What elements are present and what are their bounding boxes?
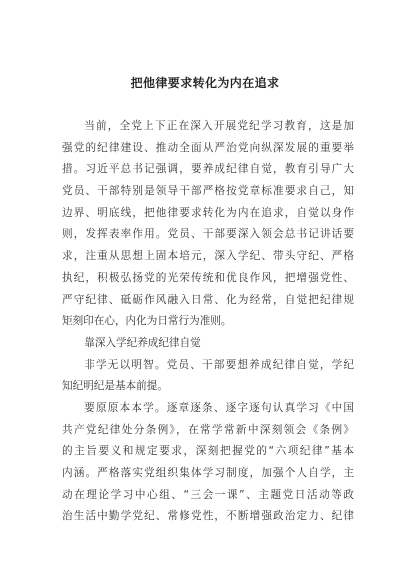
body-line: 治生活中勤学党纪、常修党性，不断增强政治定力、纪律: [62, 510, 354, 523]
body-line: 动在理论学习中心组、“三会一课”、主题党日活动等政: [62, 488, 354, 501]
body-line: 当前，全党上下正在深入开展党纪学习教育，这是加: [84, 120, 354, 132]
body-line: 知纪明纪是基本前提。: [62, 380, 168, 393]
body-line: 的主旨要义和规定要求，深刻把握党的“六项纪律”基本: [62, 445, 354, 458]
body-line: 边界、明底线，把他律要求转化为内在追求，自觉以身作: [62, 206, 354, 219]
body-line: 严守纪律、砥砺作风融入日常、化为经常，自觉把纪律规: [62, 293, 354, 306]
body-line: 矩刻印在心，内化为日常行为准则。: [62, 315, 232, 328]
document-body: [62, 116, 354, 528]
body-line: 共产党纪律处分条例》，在常学常新中深刻领会《条例》: [62, 423, 354, 436]
body-line: 党员、干部特别是领导干部严格按党章标准要求自己，知: [62, 185, 354, 198]
body-line: 求，注重从思想上固本培元，深入学纪、带头守纪、严格: [62, 250, 354, 263]
section-heading: 靠深入学纪养成纪律自觉: [84, 336, 201, 349]
body-line: 非学无以明智。党员、干部要想养成纪律自觉，学纪: [84, 358, 354, 371]
body-line: 则，发挥表率作用。党员、干部要深入领会总书记讲话要: [62, 228, 354, 241]
body-line: 措。习近平总书记强调，要养成纪律自觉，教育引导广大: [62, 163, 354, 176]
body-line: 强党的纪律建设、推动全面从严治党向纵深发展的重要举: [62, 141, 354, 154]
document-title: 把他律要求转化为内在追求: [130, 76, 280, 90]
body-line: 执纪，积极弘扬党的光荣传统和优良作风，把增强党性、: [62, 271, 354, 284]
body-line: 要原原本本学。逐章逐条、逐字逐句认真学习《中国: [84, 401, 354, 414]
body-line: 内涵。严格落实党组织集体学习制度，加强个人自学，主: [62, 467, 354, 479]
